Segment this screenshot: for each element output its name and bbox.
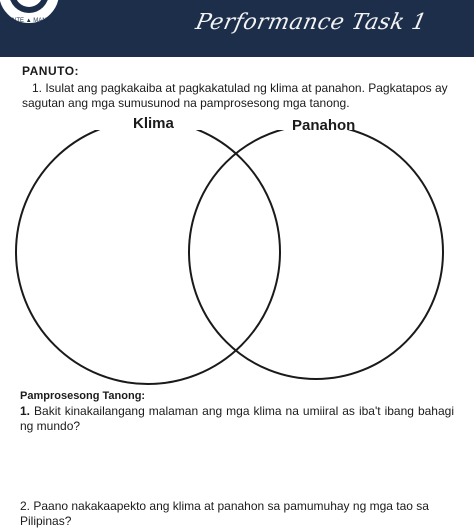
venn-circle-panahon bbox=[189, 130, 443, 379]
seal-text: MONTE ▲ MANILA bbox=[2, 18, 56, 24]
instruction-text: 1. Isulat ang pagkakaiba at pagkakatulad ng klima at panahon. Pagkatapos ay sagutan ang mga sumusunod na pamprosesong mga tanong. bbox=[22, 81, 448, 110]
venn-label-klima: Klima bbox=[133, 115, 174, 132]
question-1-number: 1. bbox=[20, 404, 31, 418]
venn-label-panahon: Panahon bbox=[292, 117, 356, 134]
question-1-text: Bakit kinakailangang malaman ang mga klima na umiiral as iba't ibang bahagi ng mundo? bbox=[20, 404, 454, 433]
questions-heading: Pamprosesong Tanong: bbox=[20, 390, 146, 402]
question-1 bbox=[20, 404, 454, 434]
question-2: 2. Paano nakakaapekto ang klima at panahon sa pamumuhay ng mga tao sa Pilipinas? bbox=[20, 499, 429, 528]
venn-circle-klima bbox=[16, 130, 280, 384]
school-seal-icon bbox=[0, 0, 62, 26]
venn-diagram bbox=[0, 130, 474, 390]
header-bar bbox=[0, 0, 474, 57]
page-title: Performance Task 1 bbox=[193, 10, 430, 35]
panuto-label: PANUTO: bbox=[22, 64, 80, 78]
